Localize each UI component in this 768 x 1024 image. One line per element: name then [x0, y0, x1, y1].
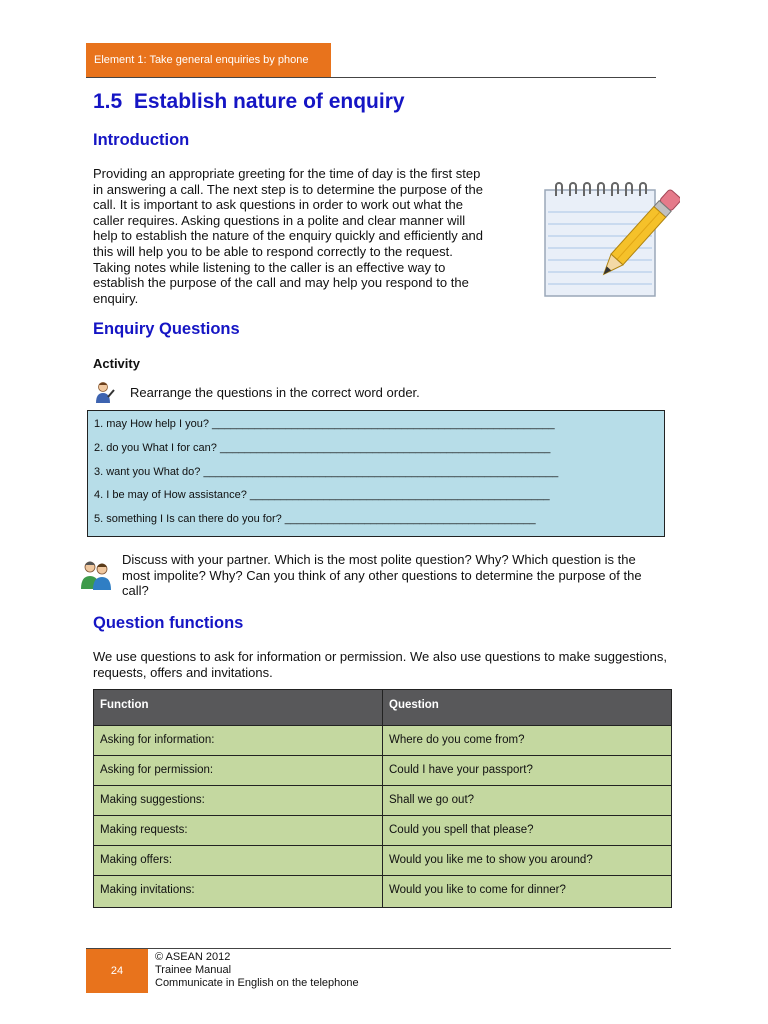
- footer-info: [155, 951, 359, 990]
- question-cell: Would you like to come for dinner?: [383, 876, 672, 908]
- page-title: 1.5 Establish nature of enquiry: [93, 90, 405, 113]
- function-cell: Asking for permission:: [94, 756, 383, 786]
- table-row: [94, 786, 672, 816]
- functions-heading: Question functions: [93, 614, 244, 632]
- table-row: [94, 756, 672, 786]
- question-cell: Could I have your passport?: [383, 756, 672, 786]
- functions-intro: We use questions to ask for information or permission. We also use questions to make suggestions, requests, offers and invitations.: [93, 649, 667, 680]
- two-people-talking-icon: [80, 557, 112, 591]
- enquiry-heading: Enquiry Questions: [93, 320, 240, 338]
- table-header-row: [94, 690, 672, 726]
- element-header-tab: Element 1: Take general enquiries by phone: [86, 43, 331, 77]
- exercise-line: 4. I be may of How assistance? _________________________________________________: [94, 489, 550, 501]
- column-header-question: Question: [383, 690, 672, 726]
- person-writing-icon: [94, 381, 116, 405]
- exercise-box: [87, 410, 665, 537]
- activity-label: Activity: [93, 356, 140, 371]
- function-cell: Making offers:: [94, 846, 383, 876]
- exercise-line: 2. do you What I for can? ______________________________________________________: [94, 442, 551, 454]
- question-cell: Where do you come from?: [383, 726, 672, 756]
- footer-manual-type: Trainee Manual: [155, 964, 232, 976]
- intro-heading: Introduction: [93, 131, 190, 149]
- column-header-function: Function: [94, 690, 383, 726]
- exercise-line: 1. may How help I you? ________________________________________________________: [94, 418, 555, 430]
- function-cell: Asking for information:: [94, 726, 383, 756]
- function-cell: Making suggestions:: [94, 786, 383, 816]
- intro-paragraph: Providing an appropriate greeting for the time of day is the first step in answering a call. The next step is to determine the purpose of the call. It is important to ask questions in order to work out what the caller requires. Asking questions in a polite and clear manner will help to establish the nature of the enquiry quickly and efficiently and this will help you to be able to respond correctly to the request. Taking notes while listening to the caller is an effective way to establish the purpose of the call and may help you respond to the enquiry.: [93, 166, 484, 306]
- footer-copyright: © ASEAN 2012: [155, 951, 231, 963]
- table-row: [94, 846, 672, 876]
- footer-divider: [86, 948, 671, 949]
- function-cell: Making requests:: [94, 816, 383, 846]
- question-cell: Would you like me to show you around?: [383, 846, 672, 876]
- notepad-pencil-icon: [540, 178, 680, 302]
- footer-course-title: Communicate in English on the telephone: [155, 977, 359, 989]
- table-row: [94, 726, 672, 756]
- question-cell: Shall we go out?: [383, 786, 672, 816]
- activity-instruction: Rearrange the questions in the correct word order.: [130, 385, 420, 400]
- question-functions-table: [93, 689, 672, 908]
- question-cell: Could you spell that please?: [383, 816, 672, 846]
- header-divider: [86, 77, 656, 78]
- exercise-line: 5. something I Is can there do you for? _________________________________________: [94, 513, 536, 525]
- table-row: [94, 816, 672, 846]
- exercise-line: 3. want you What do? __________________________________________________________: [94, 466, 559, 478]
- page-number: 24: [86, 949, 148, 993]
- discussion-prompt: Discuss with your partner. Which is the most polite question? Why? Which question is the most impolite? Why? Can you think of any other questions to determine the purpose of the call?: [122, 552, 642, 599]
- table-row: [94, 876, 672, 908]
- function-cell: Making invitations:: [94, 876, 383, 908]
